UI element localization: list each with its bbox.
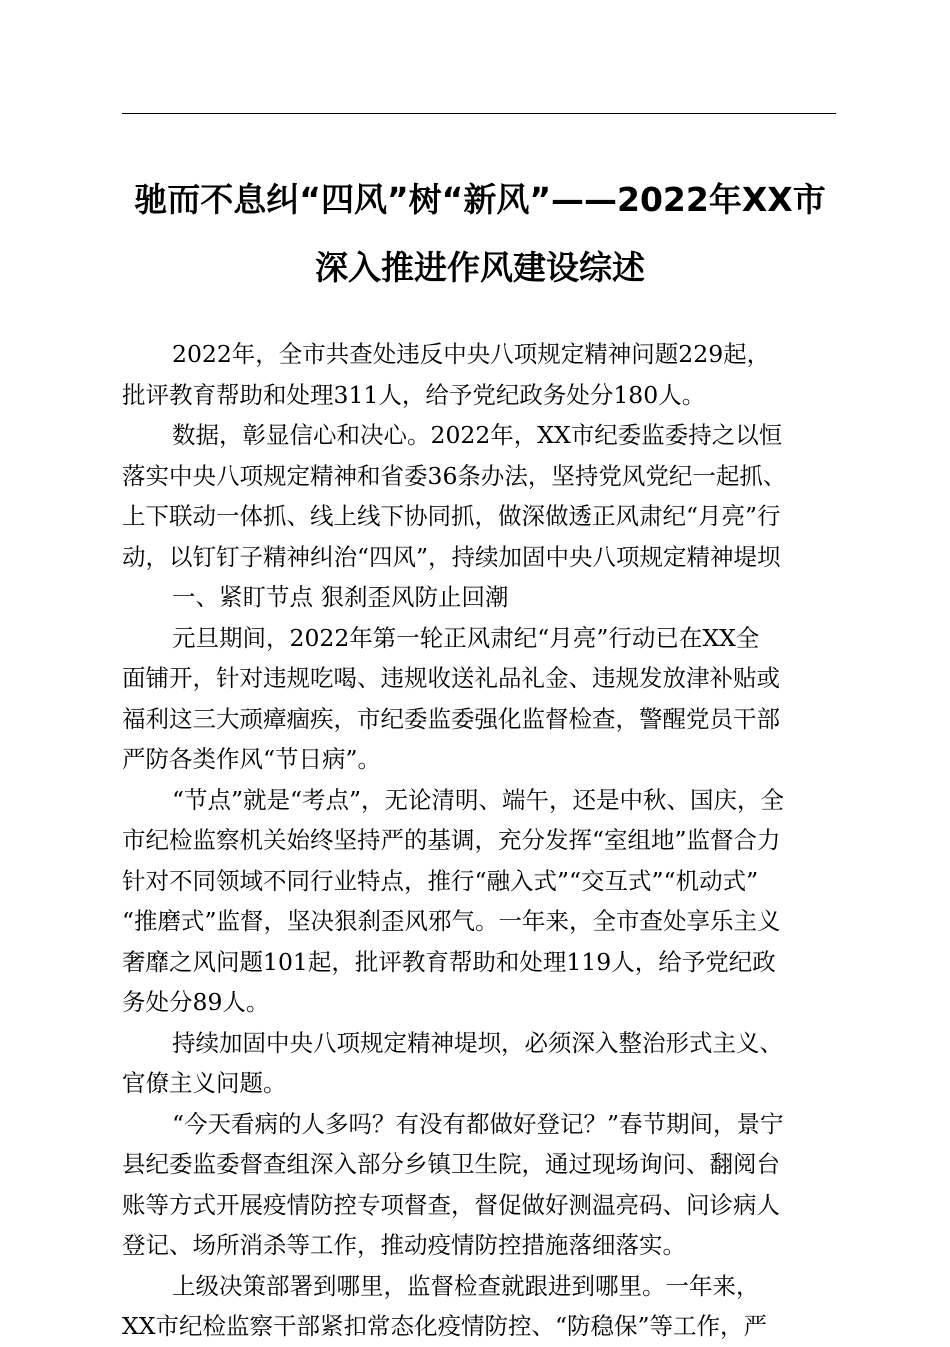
body-line: 福利这三大顽瘴痼疾，市纪委监委强化监督检查，警醒党员干部	[122, 704, 780, 733]
body-line: 账等方式开展疫情防控专项督查，督促做好测温亮码、问诊病人	[122, 1190, 780, 1219]
body-line: “今天看病的人多吗？有没有都做好登记？”春节期间，景宁	[172, 1109, 784, 1138]
body-line: 官僚主义问题。	[122, 1069, 287, 1097]
header-rule	[122, 113, 836, 114]
section-heading: 一、紧盯节点 狠刹歪风防止回潮	[172, 583, 509, 611]
body-line: “节点”就是“考点”，无论清明、端午，还是中秋、国庆，全	[172, 785, 785, 814]
document-title-line-1: 驰而不息纠“四风”树“新风”——2022年XX市	[134, 180, 826, 219]
body-line: 上级决策部署到哪里，监督检查就跟进到哪里。一年来，	[172, 1271, 760, 1300]
body-line: 县纪委监委督查组深入部分乡镇卫生院，通过现场询问、翻阅台	[122, 1150, 780, 1178]
body-line: 奢靡之风问题101起，批评教育帮助和处理119人，给予党纪政	[122, 947, 776, 976]
body-line: “推磨式”监督，坚决狠刹歪风邪气。一年来，全市查处享乐主义	[122, 907, 781, 935]
body-line: 2022年，全市共查处违反中央八项规定精神问题229起，	[172, 340, 771, 368]
body-line: 持续加固中央八项规定精神堤坝，必须深入整治形式主义、	[172, 1028, 783, 1057]
document-title-line-2: 深入推进作风建设综述	[315, 248, 645, 287]
body-line: 批评教育帮助和处理311人，给予党纪政务处分180人。	[122, 380, 706, 409]
body-line: 务处分89人。	[122, 988, 270, 1016]
body-line: 针对不同领域不同行业特点，推行“融入式”“交互式”“机动式”	[122, 866, 759, 895]
body-line: 数据，彰显信心和决心。2022年，XX市纪委监委持之以恒	[172, 421, 783, 449]
body-line: 面铺开，针对违规吃喝、违规收送礼品礼金、违规发放津补贴或	[122, 664, 780, 692]
body-line: XX市纪检监察干部紧扣常态化疫情防控、“防稳保”等工作，严	[122, 1312, 767, 1340]
document-body	[122, 334, 842, 1347]
body-line: 落实中央八项规定精神和省委36条办法，坚持党风党纪一起抓、	[122, 461, 787, 490]
body-line: 严防各类作风“节日病”。	[122, 745, 382, 773]
body-line: 市纪检监察机关始终坚持严的基调，充分发挥“室组地”监督合力	[122, 826, 781, 854]
body-line: 登记、场所消杀等工作，推动疫情防控措施落细落实。	[122, 1231, 686, 1259]
body-line: 上下联动一体抓、线上线下协同抓，做深做透正风肃纪“月亮”行	[122, 502, 781, 530]
body-line: 元旦期间，2022年第一轮正风肃纪“月亮”行动已在XX全	[172, 623, 760, 652]
body-line: 动，以钉钉子精神纠治“四风”，持续加固中央八项规定精神堤坝	[122, 542, 781, 571]
